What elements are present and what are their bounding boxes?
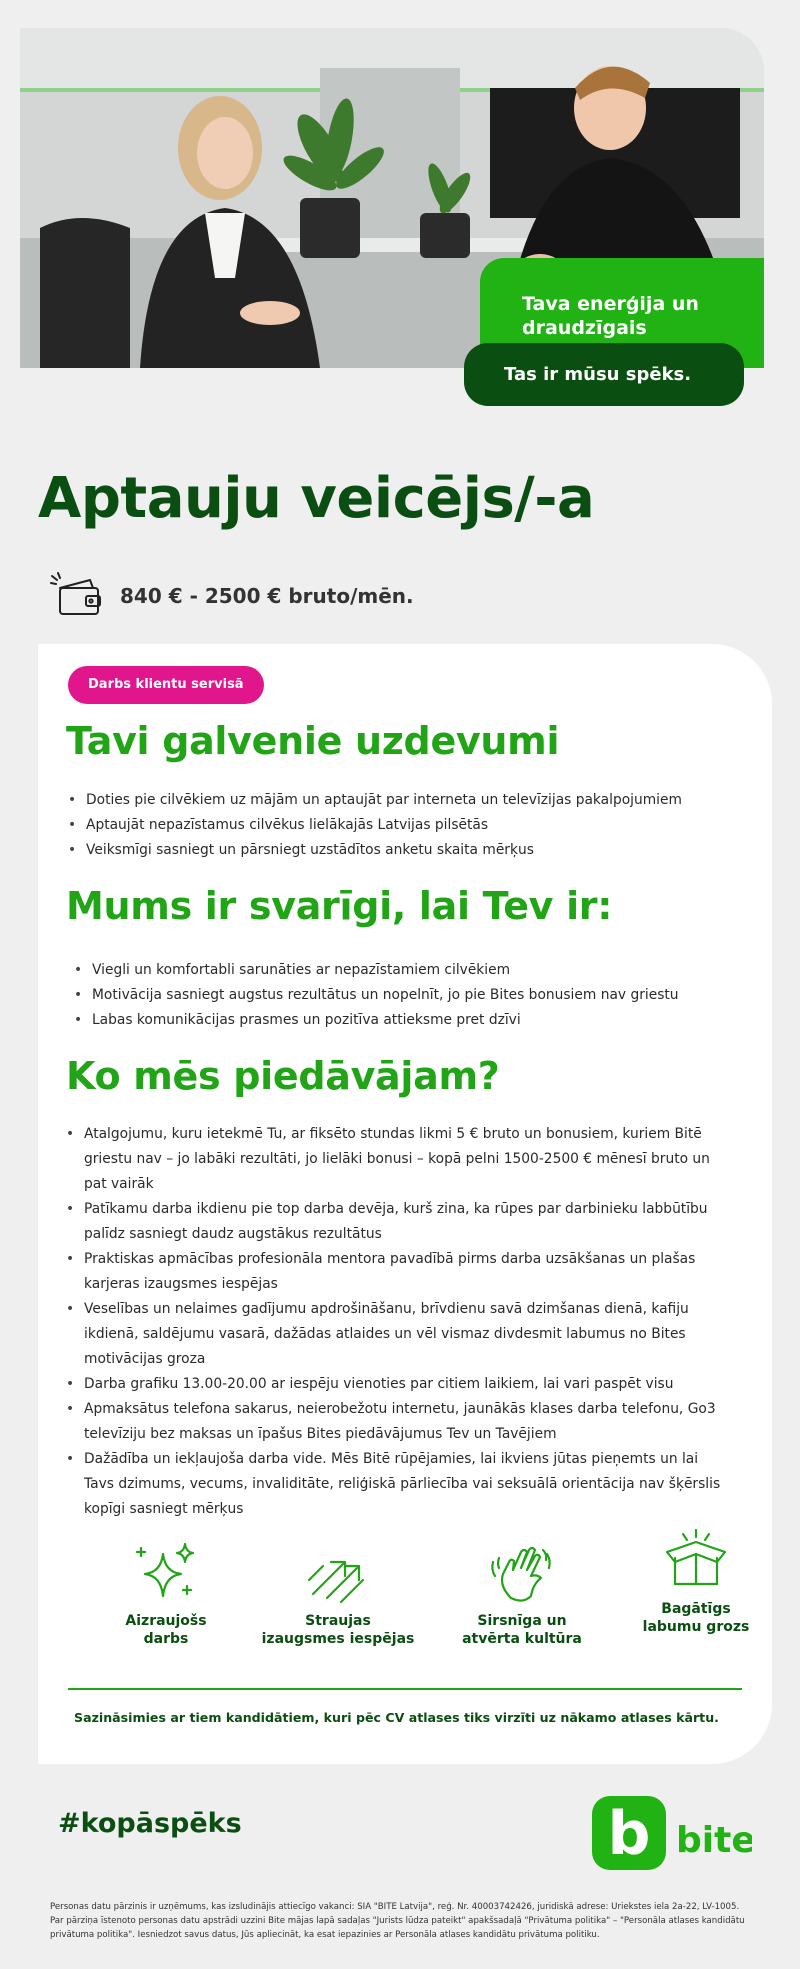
list-item: • Apmaksātus telefona sakarus, neierobežotu internetu, jaunākās klases darba telefonu, Go3 televīziju bez maksas un īpašus Bites piedāvājumus Tev un Tavējiem: [66, 1397, 732, 1447]
bite-logo: [592, 1796, 752, 1870]
list-item: • Patīkamu darba ikdienu pie top darba devēja, kurš zina, ka rūpes par darbinieku labbūtību palīdz sasniegt daudz augstākus rezultātus: [66, 1197, 732, 1247]
wallet-icon: [50, 572, 106, 620]
growth-arrows-icon: [303, 1540, 373, 1604]
hero-tagline-secondary: [464, 343, 744, 406]
contact-note: Sazināsimies ar tiem kandidātiem, kuri pēc CV atlases tiks virzīti uz nākamo atlases kārtu.: [74, 1710, 719, 1725]
hashtag: #kopāspēks: [58, 1808, 242, 1839]
benefit-label: Bagātīgs labumu grozs: [642, 1601, 750, 1635]
bite-logo-letter: b: [607, 1799, 651, 1869]
offer-list: [66, 1122, 732, 1522]
job-details-card: [38, 644, 772, 1764]
list-item: • Veiksmīgi sasniegt un pārsniegt uzstādītos anketu skaita mērķus: [68, 838, 728, 863]
job-title: Aptauju veicējs/-a: [38, 466, 595, 531]
section-heading-requirements: Mums ir svarīgi, lai Tev ir:: [66, 884, 613, 928]
legal-notice: Personas datu pārzinis ir uzņēmums, kas izsludinājis attiecīgo vakanci: SIA "BITE Latvija", reģ. Nr. 40003742426, juridiskā adrese: Uriekstes iela 2a-22, LV-1005. Par pārziņa īstenoto personas datu apstrādi uzzini Bite mājas lapā sadaļas "Jurists lūdza pateikt" apakšsadaļā "Privātuma politika" – "Personāla atlases kandidātu privātuma politika". Iesniedzot savus datus, Jūs apliecināt, ka esat iepazinies ar Personāla atlases kandidātu privātuma politiku.: [50, 1902, 745, 1940]
benefit-growth: [248, 1540, 428, 1648]
list-item: • Atalgojumu, kuru ietekmē Tu, ar fiksēto stundas likmi 5 € bruto un bonusiem, kuriem Bitē griestu nav – jo labāki rezultāti, jo lielāki bonusi – kopā pelni 1500-2500 € mēnesī bruto un pat vairāk: [66, 1122, 732, 1197]
list-item: • Praktiskas apmācības profesionāla mentora pavadībā pirms darba uzsākšanas un plašas karjeras izaugsmes iespējas: [66, 1247, 732, 1297]
salary-text: 840 € - 2500 € bruto/mēn.: [120, 584, 414, 608]
benefits-row: [38, 1540, 772, 1670]
benefit-perks: [606, 1528, 786, 1636]
category-badge: Darbs klientu servisā: [68, 666, 264, 704]
benefit-exciting-work: [76, 1540, 256, 1648]
requirements-list: [74, 958, 734, 1033]
benefit-label: Sirsnīga un atvērta kultūra: [462, 1613, 582, 1647]
list-item: • Motivācija sasniegt augstus rezultātus un nopelnīt, jo pie Bites bonusiem nav griestu: [74, 983, 734, 1008]
list-item: • Aptaujāt nepazīstamus cilvēkus lielākajās Latvijas pilsētās: [68, 813, 728, 838]
list-item: • Viegli un komfortabli sarunāties ar nepazīstamiem cilvēkiem: [74, 958, 734, 983]
gift-box-icon: [661, 1528, 731, 1592]
divider: [68, 1688, 742, 1690]
bite-logo-text: bite: [676, 1820, 752, 1861]
waving-hand-icon: [487, 1540, 557, 1604]
list-item: • Doties pie cilvēkiem uz mājām un aptaujāt par interneta un televīzijas pakalpojumiem: [68, 788, 728, 813]
tasks-list: [68, 788, 728, 863]
salary-row: [50, 572, 414, 620]
list-item: • Veselības un nelaimes gadījumu apdrošināšanu, brīvdienu savā dzimšanas dienā, kafiju ikdienā, saldējumu vasarā, dažādas atlaides un vēl vismaz divdesmit labumus no Bites motivācijas groza: [66, 1297, 732, 1372]
hero-tagline-secondary-text: Tas ir mūsu spēks.: [504, 364, 692, 385]
sparkles-icon: [131, 1540, 201, 1604]
section-heading-tasks: Tavi galvenie uzdevumi: [66, 719, 560, 763]
hero-tagline-primary-text: Tava enerģija un draudzīgais: [522, 293, 699, 339]
bite-logo-mark: [592, 1796, 752, 1870]
benefit-label: Straujas izaugsmes iespējas: [261, 1613, 415, 1647]
hero-banner: [20, 28, 764, 368]
list-item: • Labas komunikācijas prasmes un pozitīva attieksme pret dzīvi: [74, 1008, 734, 1033]
benefit-label: Aizraujošs darbs: [125, 1613, 207, 1647]
list-item: • Dažādība un iekļaujoša darba vide. Mēs Bitē rūpējamies, lai ikviens jūtas pieņemts un lai Tavs dzimums, vecums, invaliditāte, reliģiskā pārliecība vai seksuālā orientācija nav šķērslis kopīgi sasniegt mērķus: [66, 1447, 732, 1522]
benefit-culture: [432, 1540, 612, 1648]
list-item: • Darba grafiku 13.00-20.00 ar iespēju vienoties par citiem laikiem, lai vari paspēt visu: [66, 1372, 732, 1397]
section-heading-offer: Ko mēs piedāvājam?: [66, 1054, 500, 1098]
